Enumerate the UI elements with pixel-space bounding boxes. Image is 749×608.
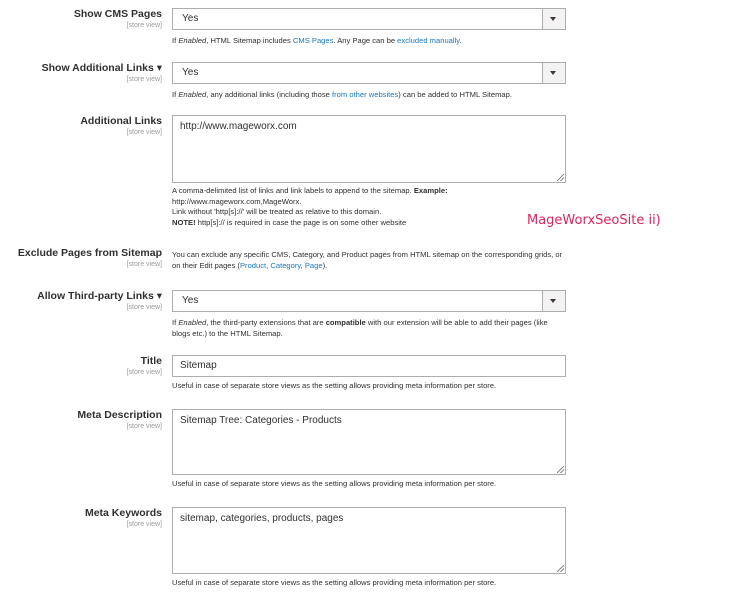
note-text: You can exclude any specific CMS, Category, and Product pages from HTML sitemap on the corresponding grids, or on their Edit pages (	[172, 250, 563, 270]
field-note	[172, 36, 566, 47]
note-text: A comma-delimited list of links and link labels to append to the sitemap.	[172, 186, 414, 195]
meta-description-label: Meta Description	[77, 409, 162, 421]
resize-handle-icon[interactable]	[557, 565, 564, 572]
exclude-pages-label: Exclude Pages from Sitemap	[17, 247, 162, 259]
allow-third-party-label[interactable]: Allow Third-party Links ▾	[37, 290, 162, 302]
scope-label: [store view]	[126, 76, 162, 83]
label-group	[0, 290, 162, 312]
field-group	[172, 355, 566, 392]
note-text: http[s]:// is required in case the page is on some other website	[195, 217, 407, 227]
textarea-value: sitemap, categories, products, pages	[180, 513, 344, 524]
textarea-value: Sitemap Tree: Categories - Products	[180, 415, 342, 426]
scope-label: [store view]	[126, 369, 162, 376]
meta-description-textarea[interactable]	[172, 409, 566, 475]
scope-label: [store view]	[126, 129, 162, 136]
note-text: Link without 'http[s]://' will be treated as relative to this domain.	[172, 207, 382, 216]
field-note	[172, 318, 566, 339]
show-cms-pages-select[interactable]	[172, 8, 566, 30]
note-text: ,	[300, 260, 305, 270]
title-label: Title	[140, 355, 162, 367]
note-text: .	[459, 36, 462, 45]
chevron-down-icon	[550, 17, 556, 21]
scope-label: [store view]	[126, 261, 162, 268]
select-value: Yes	[182, 295, 199, 306]
field-group	[172, 409, 566, 490]
scope-label: [store view]	[126, 423, 162, 430]
label-group	[0, 355, 162, 377]
label-group	[0, 8, 162, 30]
note-text: , the third-party extensions that are	[206, 318, 326, 327]
field-group	[172, 290, 566, 339]
show-additional-links-label[interactable]: Show Additional Links ▾	[41, 62, 162, 74]
note-emphasis: Enabled	[178, 36, 207, 45]
note-emphasis: Enabled	[178, 318, 207, 327]
chevron-down-icon	[550, 299, 556, 303]
select-value: Yes	[182, 67, 199, 78]
field-note: Useful in case of separate store views as the setting allows providing meta information per store.	[172, 479, 497, 488]
meta-keywords-textarea[interactable]	[172, 507, 566, 574]
watermark-text: MageWorxSeoSite ii)	[527, 213, 661, 228]
scope-label: [store view]	[126, 521, 162, 528]
select-value: Yes	[182, 13, 199, 24]
scope-label: [store view]	[126, 22, 162, 29]
field-group	[172, 8, 566, 47]
note-text: , HTML Sitemap includes	[206, 36, 293, 45]
field-note: Useful in case of separate store views as the setting allows providing meta information per store.	[172, 578, 497, 587]
meta-keywords-label: Meta Keywords	[84, 507, 162, 519]
note-text: If	[172, 90, 179, 99]
label-group	[0, 409, 162, 431]
resize-handle-icon[interactable]	[557, 466, 564, 473]
field-note	[172, 90, 566, 101]
chevron-down-icon	[550, 71, 556, 75]
allow-third-party-select[interactable]	[172, 290, 566, 312]
additional-links-label: Additional Links	[80, 115, 162, 127]
product-link[interactable]: Product	[239, 260, 267, 270]
category-link[interactable]: Category	[270, 260, 301, 270]
field-group	[172, 115, 566, 228]
note-emphasis: Enabled	[178, 90, 207, 99]
note-text: . Any Page can be	[333, 36, 398, 45]
other-websites-link[interactable]: from other websites	[332, 90, 399, 99]
field-group	[172, 507, 566, 589]
excluded-manually-link[interactable]: excluded manually	[397, 36, 460, 45]
field-group	[172, 247, 566, 271]
note-text: If	[172, 36, 179, 45]
note-bold: NOTE!	[172, 217, 196, 227]
field-note	[172, 250, 566, 271]
note-text: with our extension will be able to add their pages (like blogs etc.) to the HTML Sitemap.	[172, 318, 548, 338]
note-text: ,	[266, 260, 271, 270]
field-note: Useful in case of separate store views as the setting allows providing meta information per store.	[172, 381, 497, 390]
dropdown-button[interactable]	[542, 9, 565, 29]
cms-pages-link[interactable]: CMS Pages	[292, 36, 334, 45]
dropdown-button[interactable]	[542, 63, 565, 83]
note-bold: Example:	[413, 186, 448, 195]
show-cms-pages-label: Show CMS Pages	[73, 8, 162, 20]
title-input[interactable]: Sitemap	[172, 355, 566, 377]
scope-label: [store view]	[126, 304, 162, 311]
field-note	[172, 186, 566, 228]
note-text: http://www.mageworx.com,MageWorx.	[172, 196, 302, 206]
label-group	[0, 62, 162, 84]
label-group	[0, 507, 162, 529]
resize-handle-icon[interactable]	[557, 174, 564, 181]
note-text: , any additional links (including those	[206, 90, 333, 99]
textarea-value: http://www.mageworx.com	[180, 121, 297, 132]
field-group	[172, 62, 566, 101]
page-link[interactable]: Page	[304, 260, 323, 270]
dropdown-button[interactable]	[542, 291, 565, 311]
note-text: ).	[322, 260, 328, 270]
note-text: ) can be added to HTML Sitemap.	[398, 90, 512, 99]
label-group	[0, 247, 162, 269]
show-additional-links-select[interactable]	[172, 62, 566, 84]
additional-links-textarea[interactable]	[172, 115, 566, 183]
note-bold: compatible	[325, 318, 366, 327]
note-text: If	[172, 318, 179, 327]
label-group	[0, 115, 162, 137]
